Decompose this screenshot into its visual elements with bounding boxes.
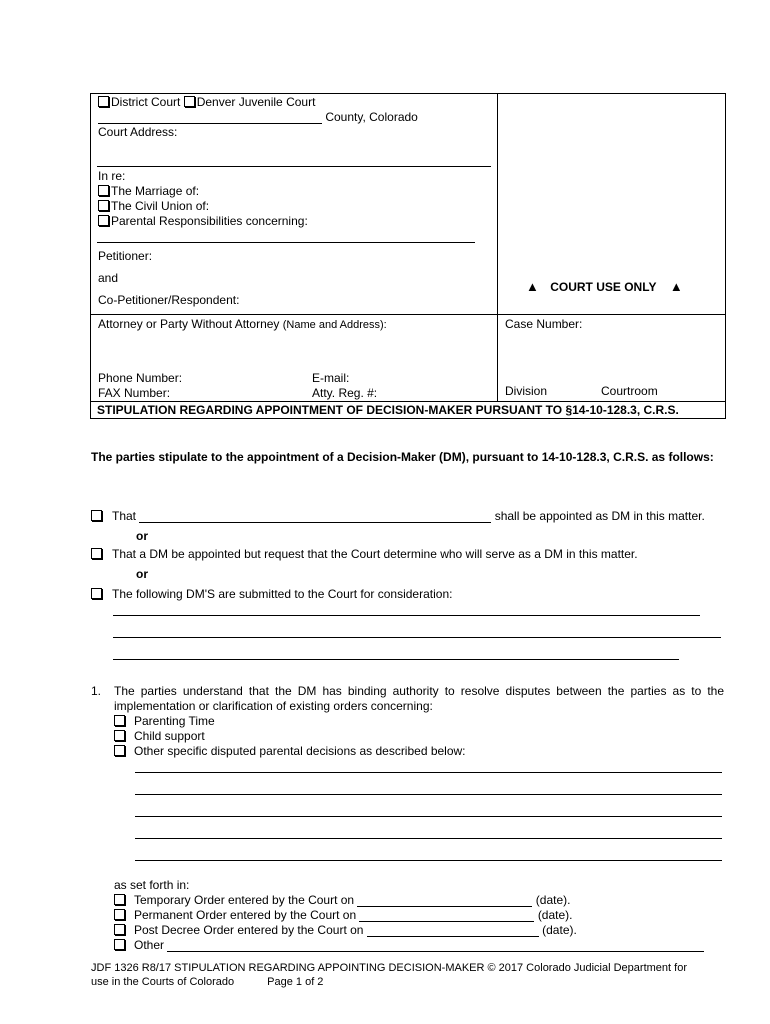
parental-checkbox[interactable] <box>98 215 109 226</box>
in-re-civil-union <box>98 199 209 213</box>
decisions-line[interactable] <box>135 772 722 773</box>
section-1-number: 1. <box>91 684 102 698</box>
phone-label: Phone Number: <box>98 371 183 385</box>
permanent-order-label: Permanent Order entered by the Court on <box>134 908 357 922</box>
district-court-label: District Court <box>111 95 181 109</box>
fax-label: FAX Number: <box>98 386 171 400</box>
footer-line-2 <box>91 976 323 988</box>
attorney-label-main: Attorney or Party Without Attorney <box>98 317 280 331</box>
other-order-blank[interactable] <box>167 939 704 952</box>
post-decree-order-item <box>114 923 577 937</box>
in-re-label: In re: <box>98 169 126 183</box>
intro-text: The parties stipulate to the appointment of a Decision-Maker (DM), pursuant to 14-10-128.3, C.R.S. as follows: <box>91 450 714 464</box>
parenting-time-label: Parenting Time <box>134 714 215 728</box>
courtroom-label: Courtroom <box>601 384 658 398</box>
other-decisions-label: Other specific disputed parental decisions as described below: <box>134 744 466 758</box>
parenting-time-checkbox[interactable] <box>114 715 125 726</box>
civil-union-label: The Civil Union of: <box>111 199 210 213</box>
post-decree-order-label: Post Decree Order entered by the Court on <box>134 923 364 937</box>
permanent-order-date[interactable] <box>359 909 534 922</box>
temporary-order-item <box>114 893 570 907</box>
child-support-checkbox[interactable] <box>114 730 125 741</box>
county-blank[interactable] <box>98 111 322 124</box>
option-1-suffix: shall be appointed as DM in this matter. <box>494 509 705 523</box>
marriage-checkbox[interactable] <box>98 185 109 196</box>
other-order-checkbox[interactable] <box>114 939 125 950</box>
marriage-label: The Marriage of: <box>111 184 200 198</box>
attorney-label <box>98 317 387 331</box>
in-re-marriage <box>98 184 199 198</box>
dm-list-line[interactable] <box>113 637 721 638</box>
court-address-label: Court Address: <box>98 125 178 139</box>
other-decisions-checkbox[interactable] <box>114 745 125 756</box>
caption-vertical-divider <box>497 93 498 401</box>
decisions-line[interactable] <box>135 816 722 817</box>
option-3-label: The following DM'S are submitted to the Court for consideration: <box>112 587 453 601</box>
civil-union-checkbox[interactable] <box>98 200 109 211</box>
division-label: Division <box>505 384 548 398</box>
dm-name-blank[interactable] <box>139 510 491 523</box>
county-suffix: County, Colorado <box>325 110 418 124</box>
other-order-item <box>114 938 704 952</box>
decisions-line[interactable] <box>135 838 722 839</box>
atty-reg-label: Atty. Reg. #: <box>312 386 378 400</box>
case-number-label: Case Number: <box>505 317 583 331</box>
option-1-prefix: That <box>112 509 137 523</box>
caption-divider-2 <box>90 401 725 402</box>
form-title: STIPULATION REGARDING APPOINTMENT OF DECISION-MAKER PURSUANT TO §14-10-128.3, C.R.S. <box>97 403 679 417</box>
or-label-2: or <box>136 567 148 581</box>
up-triangle-icon: ▲ <box>669 279 683 294</box>
footer-page-number: Page 1 of 2 <box>267 976 324 988</box>
court-use-only <box>526 279 683 294</box>
party-names-line[interactable] <box>97 242 475 243</box>
court-options <box>98 95 315 109</box>
dm-list-line[interactable] <box>113 615 700 616</box>
temporary-order-date[interactable] <box>357 894 532 907</box>
footer-line-1: JDF 1326 R8/17 STIPULATION REGARDING APPOINTING DECISION-MAKER © 2017 Colorado Judicial Department for <box>91 962 687 974</box>
parental-label: Parental Responsibilities concerning: <box>111 214 308 228</box>
child-support-label: Child support <box>134 729 205 743</box>
option-2 <box>91 547 638 561</box>
option-3-checkbox[interactable] <box>91 588 102 599</box>
section-1-text-line1: The parties understand that the DM has binding authority to resolve disputes between the parties as to the <box>114 684 724 698</box>
denver-juvenile-court-label: Denver Juvenile Court <box>196 95 316 109</box>
caption-box <box>90 93 726 419</box>
denver-juvenile-court-checkbox[interactable] <box>184 96 195 107</box>
co-petitioner-label: Co-Petitioner/Respondent: <box>98 293 240 307</box>
other-decisions-item <box>114 744 466 758</box>
section-1-text-line2: implementation or clarification of existing orders concerning: <box>114 699 433 713</box>
or-label-1: or <box>136 529 148 543</box>
district-court-checkbox[interactable] <box>98 96 109 107</box>
set-forth-label: as set forth in: <box>114 878 190 892</box>
option-1-checkbox[interactable] <box>91 510 102 521</box>
temporary-order-label: Temporary Order entered by the Court on <box>134 893 355 907</box>
permanent-order-item <box>114 908 573 922</box>
other-order-label: Other <box>134 938 165 952</box>
petitioner-label: Petitioner: <box>98 249 153 263</box>
option-2-checkbox[interactable] <box>91 548 102 559</box>
and-label: and <box>98 271 119 285</box>
option-3 <box>91 587 452 601</box>
parenting-time-item <box>114 714 215 728</box>
footer-line-2-left: use in the Courts of Colorado <box>91 976 235 988</box>
decisions-line[interactable] <box>135 794 722 795</box>
county-line <box>98 110 418 124</box>
child-support-item <box>114 729 205 743</box>
temporary-order-suffix: (date). <box>535 893 571 907</box>
court-address-line[interactable] <box>97 166 491 167</box>
court-use-only-label: COURT USE ONLY <box>550 280 657 294</box>
email-label: E-mail: <box>312 371 350 385</box>
up-triangle-icon: ▲ <box>526 279 539 294</box>
in-re-parental <box>98 214 308 228</box>
post-decree-order-checkbox[interactable] <box>114 924 125 935</box>
post-decree-order-date[interactable] <box>367 924 539 937</box>
option-1 <box>91 509 705 523</box>
caption-divider-1 <box>90 314 725 315</box>
dm-list-line[interactable] <box>113 659 679 660</box>
post-decree-order-suffix: (date). <box>542 923 577 937</box>
attorney-label-sub: (Name and Address): <box>282 319 387 331</box>
permanent-order-checkbox[interactable] <box>114 909 125 920</box>
permanent-order-suffix: (date). <box>537 908 573 922</box>
option-2-label: That a DM be appointed but request that the Court determine who will serve as a DM in this matter. <box>112 547 638 561</box>
decisions-line[interactable] <box>135 860 722 861</box>
temporary-order-checkbox[interactable] <box>114 894 125 905</box>
